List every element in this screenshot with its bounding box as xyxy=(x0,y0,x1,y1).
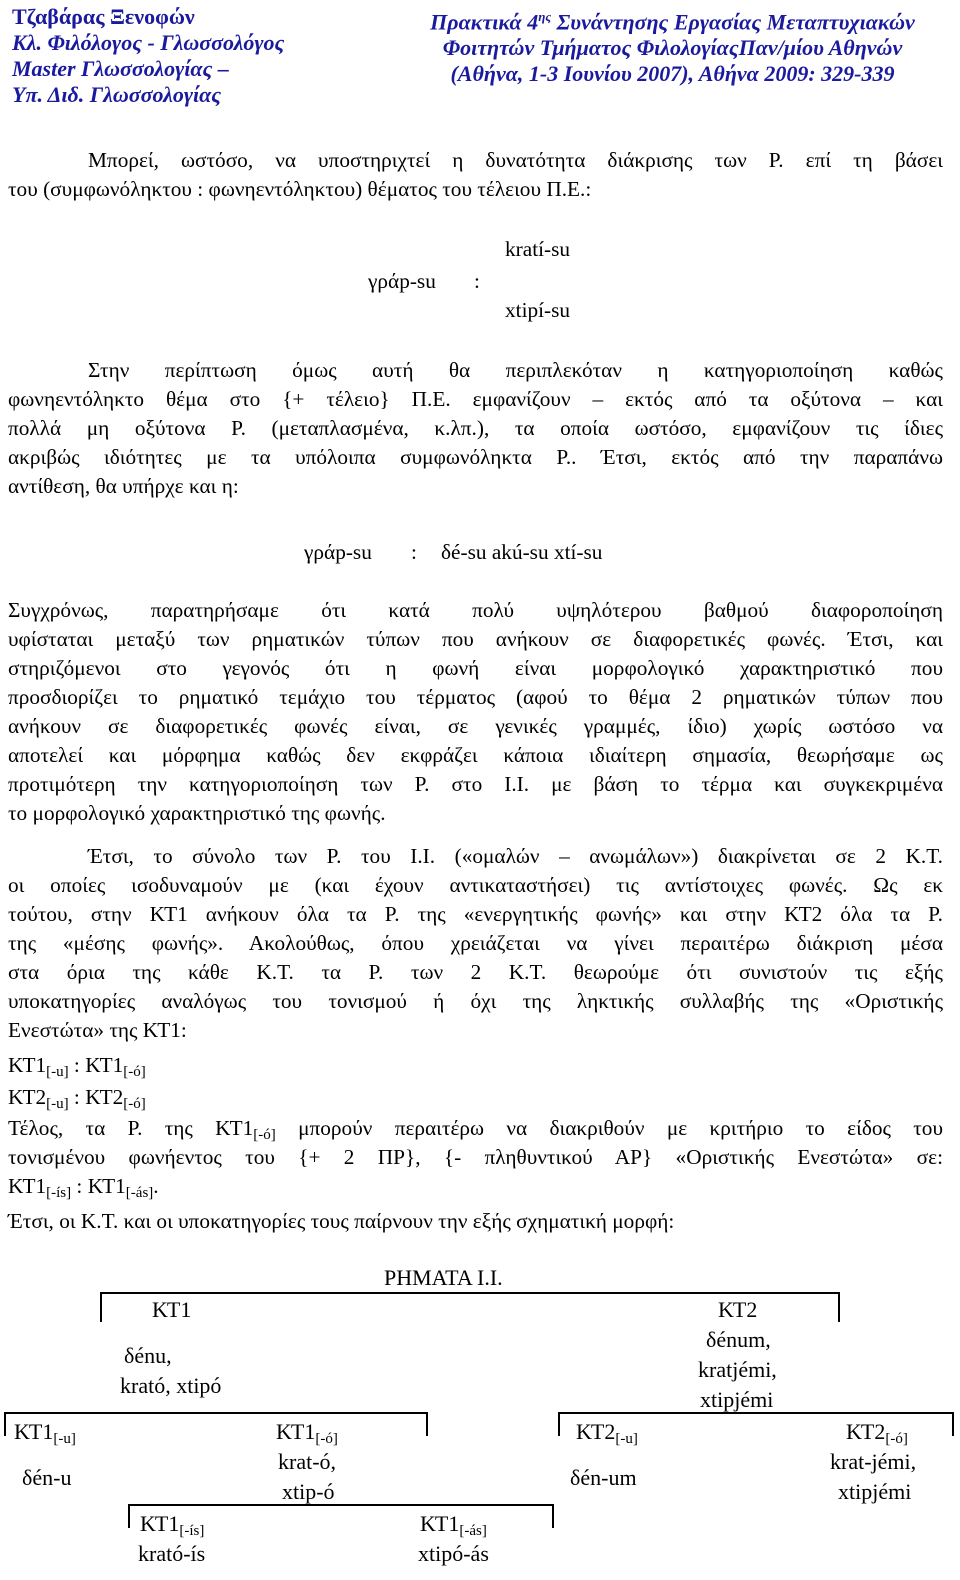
paragraph-1 xyxy=(8,146,943,204)
author-degree: Master Γλωσσολογίας – xyxy=(12,56,229,81)
text-line: Μπορεί, ωστόσο, να υποστηριχτεί η δυνατότητα διάκρισης των Ρ. επί τη βάσει xyxy=(88,148,943,172)
running-header-right xyxy=(400,4,945,87)
tree-root-left-stem xyxy=(100,1292,102,1322)
text-line: προσδιορίζει το ρηματικό τεμάχιο του τέρματος (αφού το θέμα 2 ρηματικών τύπων που xyxy=(8,685,943,709)
paragraph-4 xyxy=(8,842,943,1045)
tree-root-right-stem xyxy=(838,1292,840,1322)
text-line: ακριβώς ιδιότητες με τα υπόλοιπα συμφωνόληκτα Ρ.. Έτσι, εκτός από την παραπάνω xyxy=(8,445,943,469)
author-name: Τζαβάρας Ξενοφών xyxy=(12,4,195,29)
tree-kt2o-stem xyxy=(952,1412,954,1436)
tree-kt1o-label: $KT1_{[-ó]}$ xyxy=(276,1419,338,1447)
text-line: αποτελεί και μόρφημα καθώς δεν εκφράζει κάποια ιδιαίτερη σημασία, θεωρήσαμε ως xyxy=(8,743,943,767)
paragraph-3 xyxy=(8,596,943,828)
tree-kt1is-label: $KT1_{[-ís]}$ xyxy=(140,1511,205,1539)
tree-kt2-label: ΚΤ2 xyxy=(718,1297,758,1322)
text-line: το μορφολογικό χαρακτηριστικό της φωνής. xyxy=(8,801,386,825)
tree-kt1u-stem xyxy=(4,1412,6,1436)
text-line: του (συμφωνόληκτου : φωνηεντόληκτου) θέματος του τέλειου Π.Ε.: xyxy=(8,177,592,201)
tree-kt1-label: ΚΤ1 xyxy=(152,1297,192,1322)
example-2-right: δé-su akú-su xtí-su xyxy=(441,540,603,564)
tree-root-label: ΡΗΜΑΤΑ Ι.Ι. xyxy=(384,1265,503,1290)
text-line: φωνηεντόληκτο θέμα στο {+ τέλειο} Π.Ε. εμφανίζουν – εκτός από τα οξύτονα – και xyxy=(8,387,943,411)
proceedings-line-3: (Αθήνα, 1-3 Ιουνίου 2007), Αθήνα 2009: 329-339 xyxy=(450,61,895,87)
tree-kt1-example: krató, xtipó xyxy=(120,1373,222,1398)
paragraph-6: Έτσι, οι Κ.Τ. και οι υποκατηγορίες τους παίρνουν την εξής σχηματική μορφή: xyxy=(8,1209,675,1233)
text-line: της «μέσης φωνής». Ακολούθως, όπου χρειάζεται να γίνει περαιτέρω διάκριση μέσα xyxy=(8,931,943,955)
kt1-opposition: $KT1_{[-u]}$ : $KT1_{[-ó]}$ xyxy=(8,1053,146,1080)
text-line: $KT1_{[-ís]}$ : $KT1_{[-ás]}$. xyxy=(8,1174,159,1201)
text-line: τούτου, στην ΚΤ1 ανήκουν όλα τα Ρ. της «ενεργητικής φωνής» και στην ΚΤ2 όλα τα Ρ. xyxy=(8,902,943,926)
tree-kt2o-label: $KT2_{[-ó]}$ xyxy=(846,1419,908,1447)
text-line: τονισμένου φωνήεντος του {+ 2 ΠΡ}, {- πληθυντικού ΑΡ} «Οριστικής Ενεστώτα» σε: xyxy=(8,1145,943,1169)
text-line: οι οποίες ισοδυναμούν με (και έχουν αντικαταστήσει) τις αντίστοιχες φωνές. Ως εκ xyxy=(8,873,943,897)
text-line: αντίθεση, θα υπήρχε και η: xyxy=(8,474,239,498)
text-line: υποκατηγορίες αναλόγως του τονισμού ή όχι της ληκτικής συλλαβής της «Οριστικής xyxy=(8,989,943,1013)
tree-kt1as-example: xtipó-ás xyxy=(418,1541,489,1566)
tree-root-branch xyxy=(100,1292,840,1294)
text-line: πολλά μη οξύτονα Ρ. (μεταπλασμένα, κ.λπ.), τα οποία ωστόσο, εμφανίζουν τις ίδιες xyxy=(8,416,943,440)
tree-kt1o-stem xyxy=(426,1412,428,1436)
text-line: προτιμότερη την κατηγοριοποίηση των Ρ. στο Ι.Ι. με βάση το τέρμα και συγκεκριμένα xyxy=(8,772,943,796)
text-line: Ενεστώτα» της ΚΤ1: xyxy=(8,1018,187,1042)
paragraph-5 xyxy=(8,1114,943,1201)
text-line: Στην περίπτωση όμως αυτή θα περιπλεκόταν η κατηγοριοποίηση καθώς xyxy=(88,358,943,382)
tree-kt2u-label: $KT2_{[-u]}$ xyxy=(576,1419,638,1447)
text-line: στα όρια της κάθε Κ.Τ. τα Ρ. των 2 Κ.Τ. θεωρούμε ότι συνιστούν τις εξής xyxy=(8,960,943,984)
text-line: ανήκουν σε διαφορετικές φωνές είναι, σε γενικές γραμμές, ίδιο) χωρίς ωστόσο να xyxy=(8,714,943,738)
tree-kt1o-example: xtip-ó xyxy=(282,1479,335,1504)
tree-kt2u-example: δén-um xyxy=(570,1465,637,1490)
tree-kt1u-example: δén-u xyxy=(22,1465,72,1490)
running-header-left xyxy=(12,4,284,108)
proceedings-line-1: Πρακτικά $4^{\eta\varsigma}$ Συνάντησης Εργασίας Μεταπτυχιακών xyxy=(430,9,915,35)
tree-kt2o-example: xtipjémi xyxy=(838,1479,912,1504)
example-2-colon: : xyxy=(411,540,417,564)
author-role: Κλ. Φιλόλογος - Γλωσσολόγος xyxy=(12,30,285,55)
tree-kt1o-branch xyxy=(128,1504,554,1506)
text-line: Τέλος, τα Ρ. της $KT1_{[-ó]}$ μπορούν περαιτέρω να διακριθούν με κριτήριο το είδος του xyxy=(8,1116,944,1143)
tree-kt2-example: kratjémi, xyxy=(698,1357,777,1382)
kt2-opposition: $KT2_{[-u]}$ : $KT2_{[-ó]}$ xyxy=(8,1085,146,1112)
tree-kt1u-label: $KT1_{[-u]}$ xyxy=(14,1419,76,1447)
example-1-top: kratí-su xyxy=(505,237,571,261)
text-line: στηριζόμενοι στο γεγονός ότι η φωνή είναι μορφολογικό χαρακτηριστικό που xyxy=(8,656,943,680)
tree-kt1-example: δénu, xyxy=(124,1343,172,1368)
text-line: υφίσταται μεταξύ των ρηματικών τύπων που ανήκουν σε διαφορετικές φωνές. Έτσι, και xyxy=(8,627,943,651)
example-1-left-form: γράp-su xyxy=(368,267,436,296)
example-1-bottom: xtipí-su xyxy=(505,298,571,322)
tree-kt2u-stem xyxy=(558,1412,560,1436)
tree-kt1as-stem xyxy=(552,1504,554,1528)
tree-kt1is-example: krató-ís xyxy=(138,1541,206,1566)
tree-kt1as-label: $KT1_{[-ás]}$ xyxy=(420,1511,487,1539)
tree-kt2o-example: krat-jémi, xyxy=(830,1449,917,1474)
proceedings-line-2: Φοιτητών Τμήματος ΦιλολογίαςΠαν/μίου Αθηνών xyxy=(442,35,903,61)
tree-kt1-branch xyxy=(4,1412,428,1414)
author-position: Υπ. Διδ. Γλωσσολογίας xyxy=(12,82,222,107)
tree-kt1is-stem xyxy=(128,1504,130,1528)
tree-kt2-example: xtipjémi xyxy=(700,1387,774,1412)
paragraph-2 xyxy=(8,356,943,501)
text-line: Συγχρόνως, παρατηρήσαμε ότι κατά πολύ υψηλότερου βαθμού διαφοροποίηση xyxy=(8,598,943,622)
text-line: Έτσι, το σύνολο των Ρ. του Ι.Ι. («ομαλών – ανωμάλων») διακρίνεται σε 2 Κ.Τ. xyxy=(88,844,943,868)
tree-kt1o-example: krat-ó, xyxy=(278,1449,337,1474)
example-2-left: γράp-su xyxy=(304,540,372,564)
tree-kt2-example: δénum, xyxy=(706,1327,771,1352)
example-1-colon: : xyxy=(474,269,480,293)
tree-kt2-branch xyxy=(558,1412,954,1414)
